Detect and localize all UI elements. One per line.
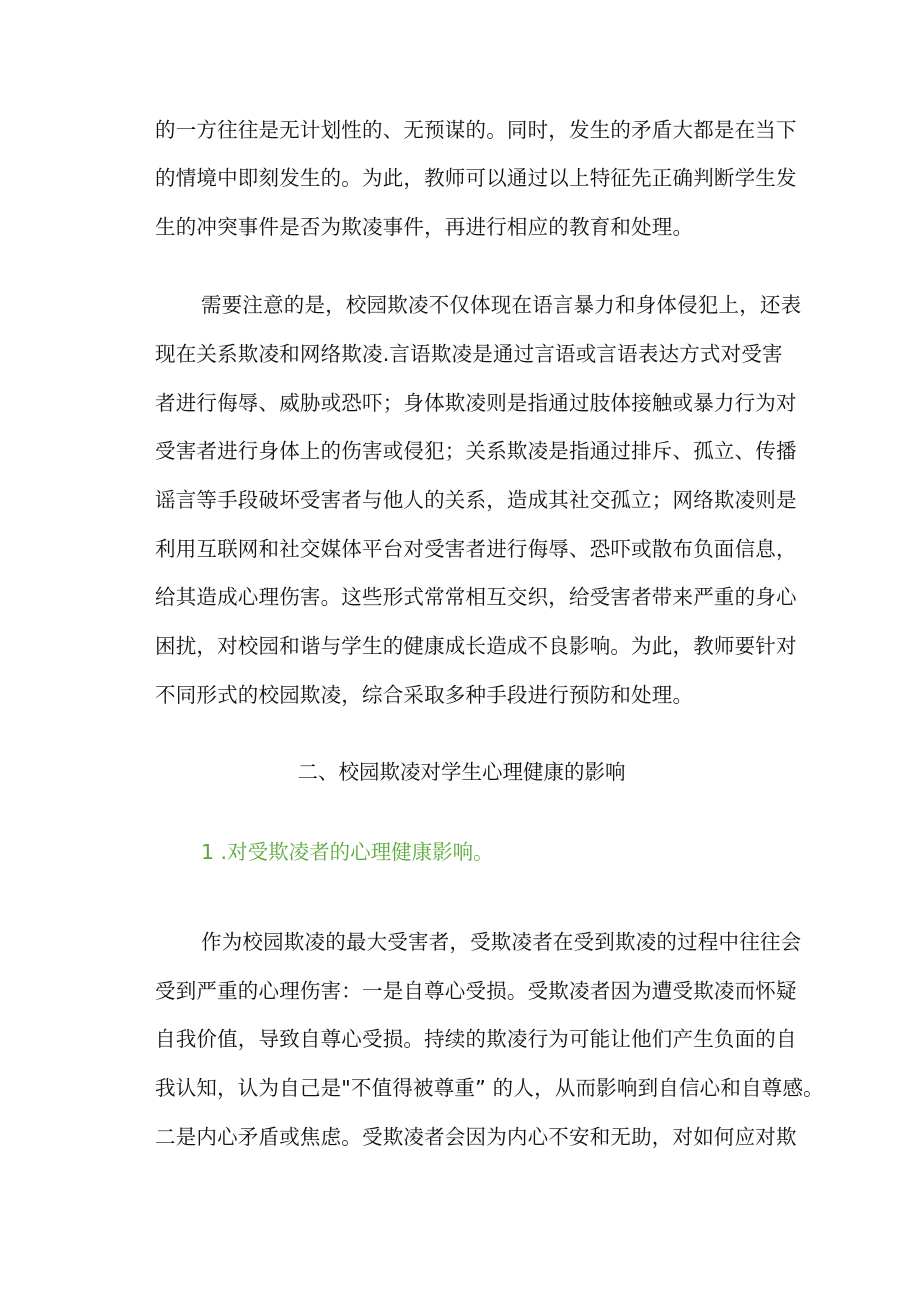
paragraph-3-line-4: 我认知，认为自己是"不值得被尊重” 的人，从而影响到自信心和自尊感。 [155,1076,824,1100]
paragraph-2-line-3: 者进行侮辱、威胁或恐吓；身体欺凌则是指通过肢体接触或暴力行为对 [155,391,797,415]
paragraph-2-line-4: 受害者进行身体上的伤害或侵犯；关系欺凌是指通过排斥、孤立、传播 [155,439,797,463]
paragraph-2-line-9: 不同形式的校园欺凌，综合采取多种手段进行预防和处理。 [155,683,694,707]
paragraph-3-line-1: 作为校园欺凌的最大受害者，受欺凌者在受到欺凌的过程中往往会 [201,930,802,954]
paragraph-2-line-5: 谣言等手段破坏受害者与他人的关系，造成其社交孤立；网络欺凌则是 [155,488,797,512]
paragraph-1-line-1: 的一方往往是无计划性的、无预谋的。同时，发生的矛盾大都是在当下 [155,118,797,142]
paragraph-3-line-5: 二是内心矛盾或焦虑。受欺凌者会因为内心不安和无助，对如何应对欺 [155,1125,797,1149]
paragraph-1-line-3: 生的冲突事件是否为欺凌事件，再进行相应的教育和处理。 [155,215,694,239]
paragraph-2-line-8: 困扰，对校园和谐与学生的健康成长造成不良影响。为此，教师要针对 [155,634,797,658]
paragraph-3-line-3: 自我价值，导致自尊心受损。持续的欺凌行为可能让他们产生负面的自 [155,1027,797,1051]
paragraph-2-line-1: 需要注意的是，校园欺凌不仅体现在语言暴力和身体侵犯上，还表 [201,293,802,317]
paragraph-2-line-2: 现在关系欺凌和网络欺凌.言语欺凌是通过言语或言语表达方式对受害 [155,342,783,366]
section-heading: 二、校园欺凌对学生心理健康的影响 [297,760,626,784]
paragraph-1-line-2: 的情境中即刻发生的。为此，教师可以通过以上特征先正确判断学生发 [155,166,797,190]
paragraph-2-line-7: 给其造成心理伤害。这些形式常常相互交织，给受害者带来严重的身心 [155,585,797,609]
subheading: 1 .对受欺凌者的心理健康影响。 [201,840,494,864]
paragraph-3-line-2: 受到严重的心理伤害：一是自尊心受损。受欺凌者因为遭受欺凌而怀疑 [155,979,797,1003]
paragraph-2-line-6: 利用互联网和社交媒体平台对受害者进行侮辱、恐吓或散布负面信息， [155,537,797,561]
